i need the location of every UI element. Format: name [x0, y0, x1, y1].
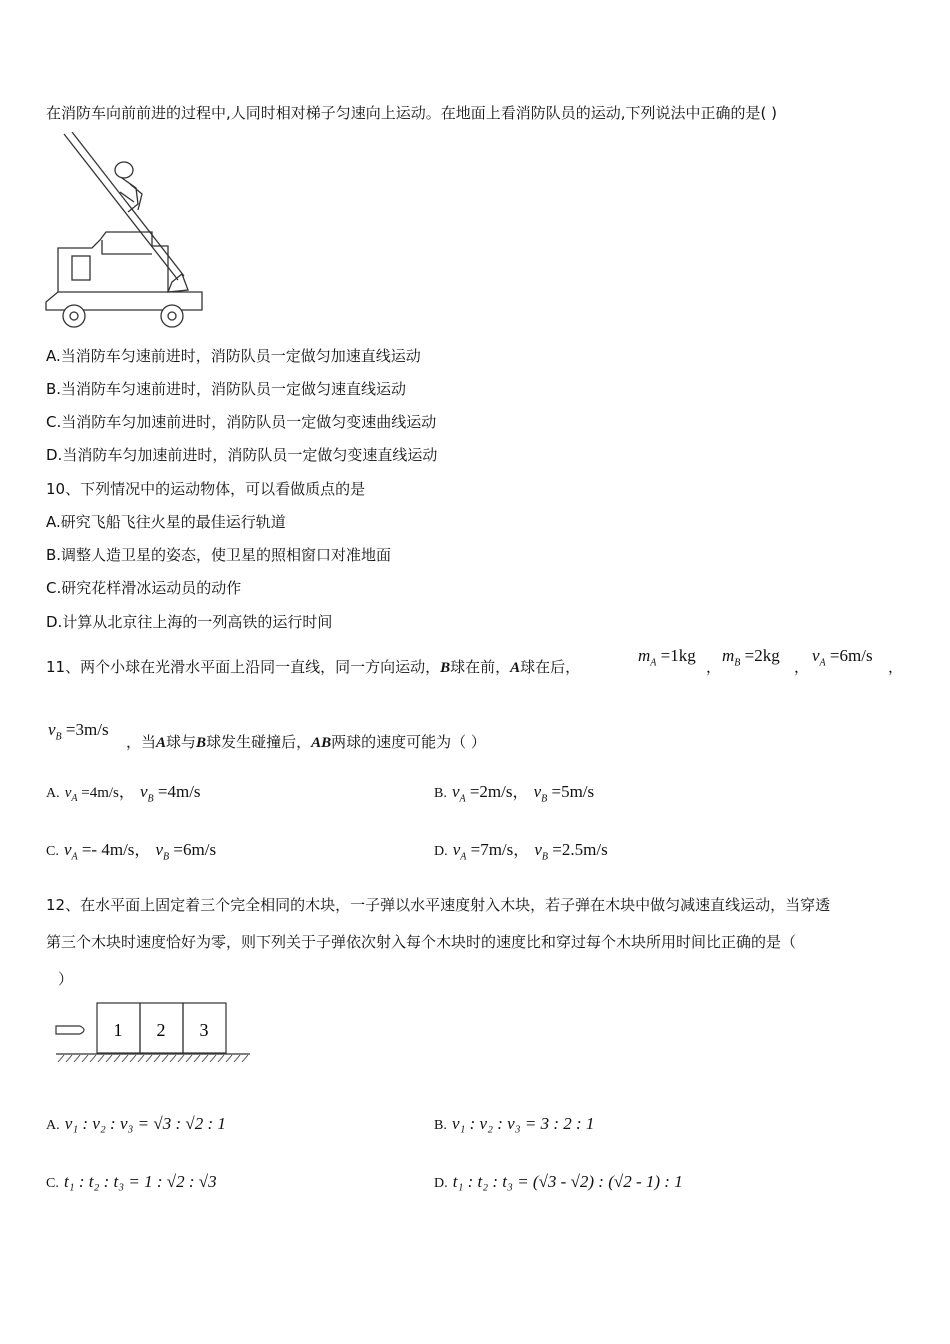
q12-stem-line1: 12、在水平面上固定着三个完全相同的木块，一子弹以水平速度射入木块，若子弹在木块中做匀减速直线运动，当穿透 — [46, 896, 831, 914]
q10-option-a: A.研究飞船飞往火星的最佳运行轨道 — [46, 513, 286, 531]
bullet-blocks-figure — [52, 998, 252, 1068]
q9-option-a: A.当消防车匀速前进时，消防队员一定做匀加速直线运动 — [46, 347, 421, 365]
q11-option-c: C. $v_A =- 4m/s$， $v_B =6m/s$ — [46, 840, 217, 863]
q11-velocity-a: $v_A =6m/s$ — [812, 646, 873, 669]
q11-comma-3: ， — [888, 658, 904, 676]
q11-comma-2: ， — [794, 658, 810, 676]
q11-option-d: D. $v_A =7m/s$， $v_B =2.5m/s$ — [434, 840, 608, 863]
q12-option-b: B. v₁ : v₂ : v₃ = 3 : 2 : 1 — [434, 1114, 595, 1133]
q9-option-b: B.当消防车匀速前进时，消防队员一定做匀速直线运动 — [46, 380, 407, 398]
q10-stem: 10、下列情况中的运动物体，可以看做质点的是 — [46, 480, 366, 498]
block-label-3: 3 — [199, 1020, 209, 1040]
q11-mass-b: $m_B =2kg$ — [722, 646, 780, 669]
q12-option-a: A. v₁ : v₂ : v₃ = √3 : √2 : 1 — [46, 1114, 226, 1133]
q11-stem-line2: ，当A球与B球发生碰撞后，AB两球的速度可能为（ ） — [126, 733, 486, 751]
q12-stem-line3: ） — [58, 970, 74, 988]
q10-option-d: D.计算从北京往上海的一列高铁的运行时间 — [46, 613, 333, 631]
q9-option-c: C.当消防车匀加速前进时，消防队员一定做匀变速曲线运动 — [46, 413, 437, 431]
q11-option-b: B. $v_A =2m/s$， $v_B =5m/s$ — [434, 782, 595, 805]
q10-option-c: C.研究花样滑冰运动员的动作 — [46, 579, 242, 597]
q9-option-d: D.当消防车匀加速前进时，消防队员一定做匀变速直线运动 — [46, 446, 438, 464]
q11-stem-line1: 11、两个小球在光滑水平面上沿同一直线，同一方向运动，B球在前，A球在后， — [46, 658, 581, 676]
block-label-1: 1 — [113, 1020, 123, 1040]
fire-truck-figure — [42, 132, 212, 332]
q11-option-a: A. $v_A =4m/s$， $v_B =4m/s$ — [46, 782, 201, 805]
q9-stem: 在消防车向前前进的过程中,人同时相对梯子匀速向上运动。在地面上看消防队员的运动,下列说法中正确的是( ) — [46, 104, 778, 122]
q12-option-d: D. t₁ : t₂ : t₃ = (√3 - √2) : (√2 - 1) : 1 — [434, 1172, 683, 1191]
block-label-2: 2 — [156, 1020, 166, 1040]
q11-velocity-b: $v_B =3m/s$ — [48, 720, 109, 743]
q11-mass-a: $m_A =1kg$ — [638, 646, 696, 669]
q10-option-b: B.调整人造卫星的姿态，使卫星的照相窗口对准地面 — [46, 546, 392, 564]
q11-comma-1: ， — [706, 658, 722, 676]
q12-stem-line2: 第三个木块时速度恰好为零，则下列关于子弹依次射入每个木块时的速度比和穿过每个木块所用时间比正确的是（ — [46, 933, 797, 951]
q12-option-c: C. t₁ : t₂ : t₃ = 1 : √2 : √3 — [46, 1172, 217, 1191]
